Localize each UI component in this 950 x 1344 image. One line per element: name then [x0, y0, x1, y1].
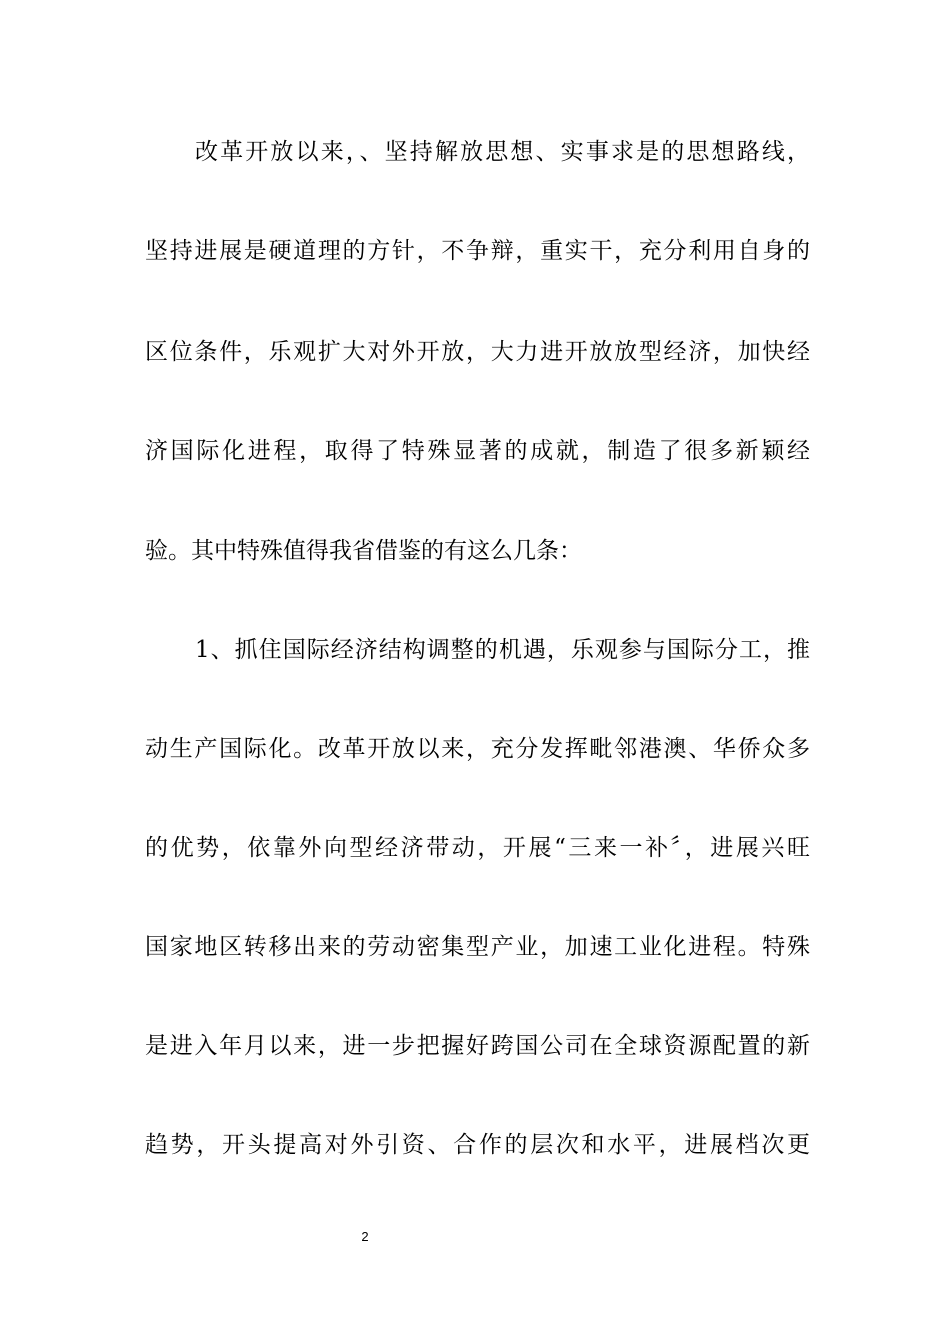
- text-line: 国家地区转移出来的劳动密集型产业，加速工业化进程。特殊: [145, 934, 810, 960]
- text-line: 坚持进展是硬道理的方针，不争辩，重实干，充分利用自身的: [145, 238, 810, 264]
- page-number: 2: [361, 1229, 369, 1244]
- text-line: 验。其中特殊值得我省借鉴的有这么几条：: [145, 538, 582, 564]
- text-line: 是进入年月以来，进一步把握好跨国公司在全球资源配置的新: [145, 1033, 810, 1059]
- text-line: 动生产国际化。改革开放以来，充分发挥毗邻港澳、华侨众多: [145, 736, 810, 762]
- text-line: 的优势，依靠外向型经济带动，开展“三来一补〞，进展兴旺: [145, 835, 810, 861]
- text-line: 济国际化进程，取得了特殊显著的成就，制造了很多新颖经: [145, 438, 810, 464]
- text-line: 趋势，开头提高对外引资、合作的层次和水平，进展档次更: [145, 1132, 810, 1158]
- text-line: 区位条件，乐观扩大对外开放，大力进开放放型经济，加快经: [145, 339, 810, 365]
- text-line: 1、抓住国际经济结构调整的机遇，乐观参与国际分工，推: [195, 637, 810, 663]
- text-line: 改革开放以来，、坚持解放思想、实事求是的思想路线，: [195, 139, 810, 165]
